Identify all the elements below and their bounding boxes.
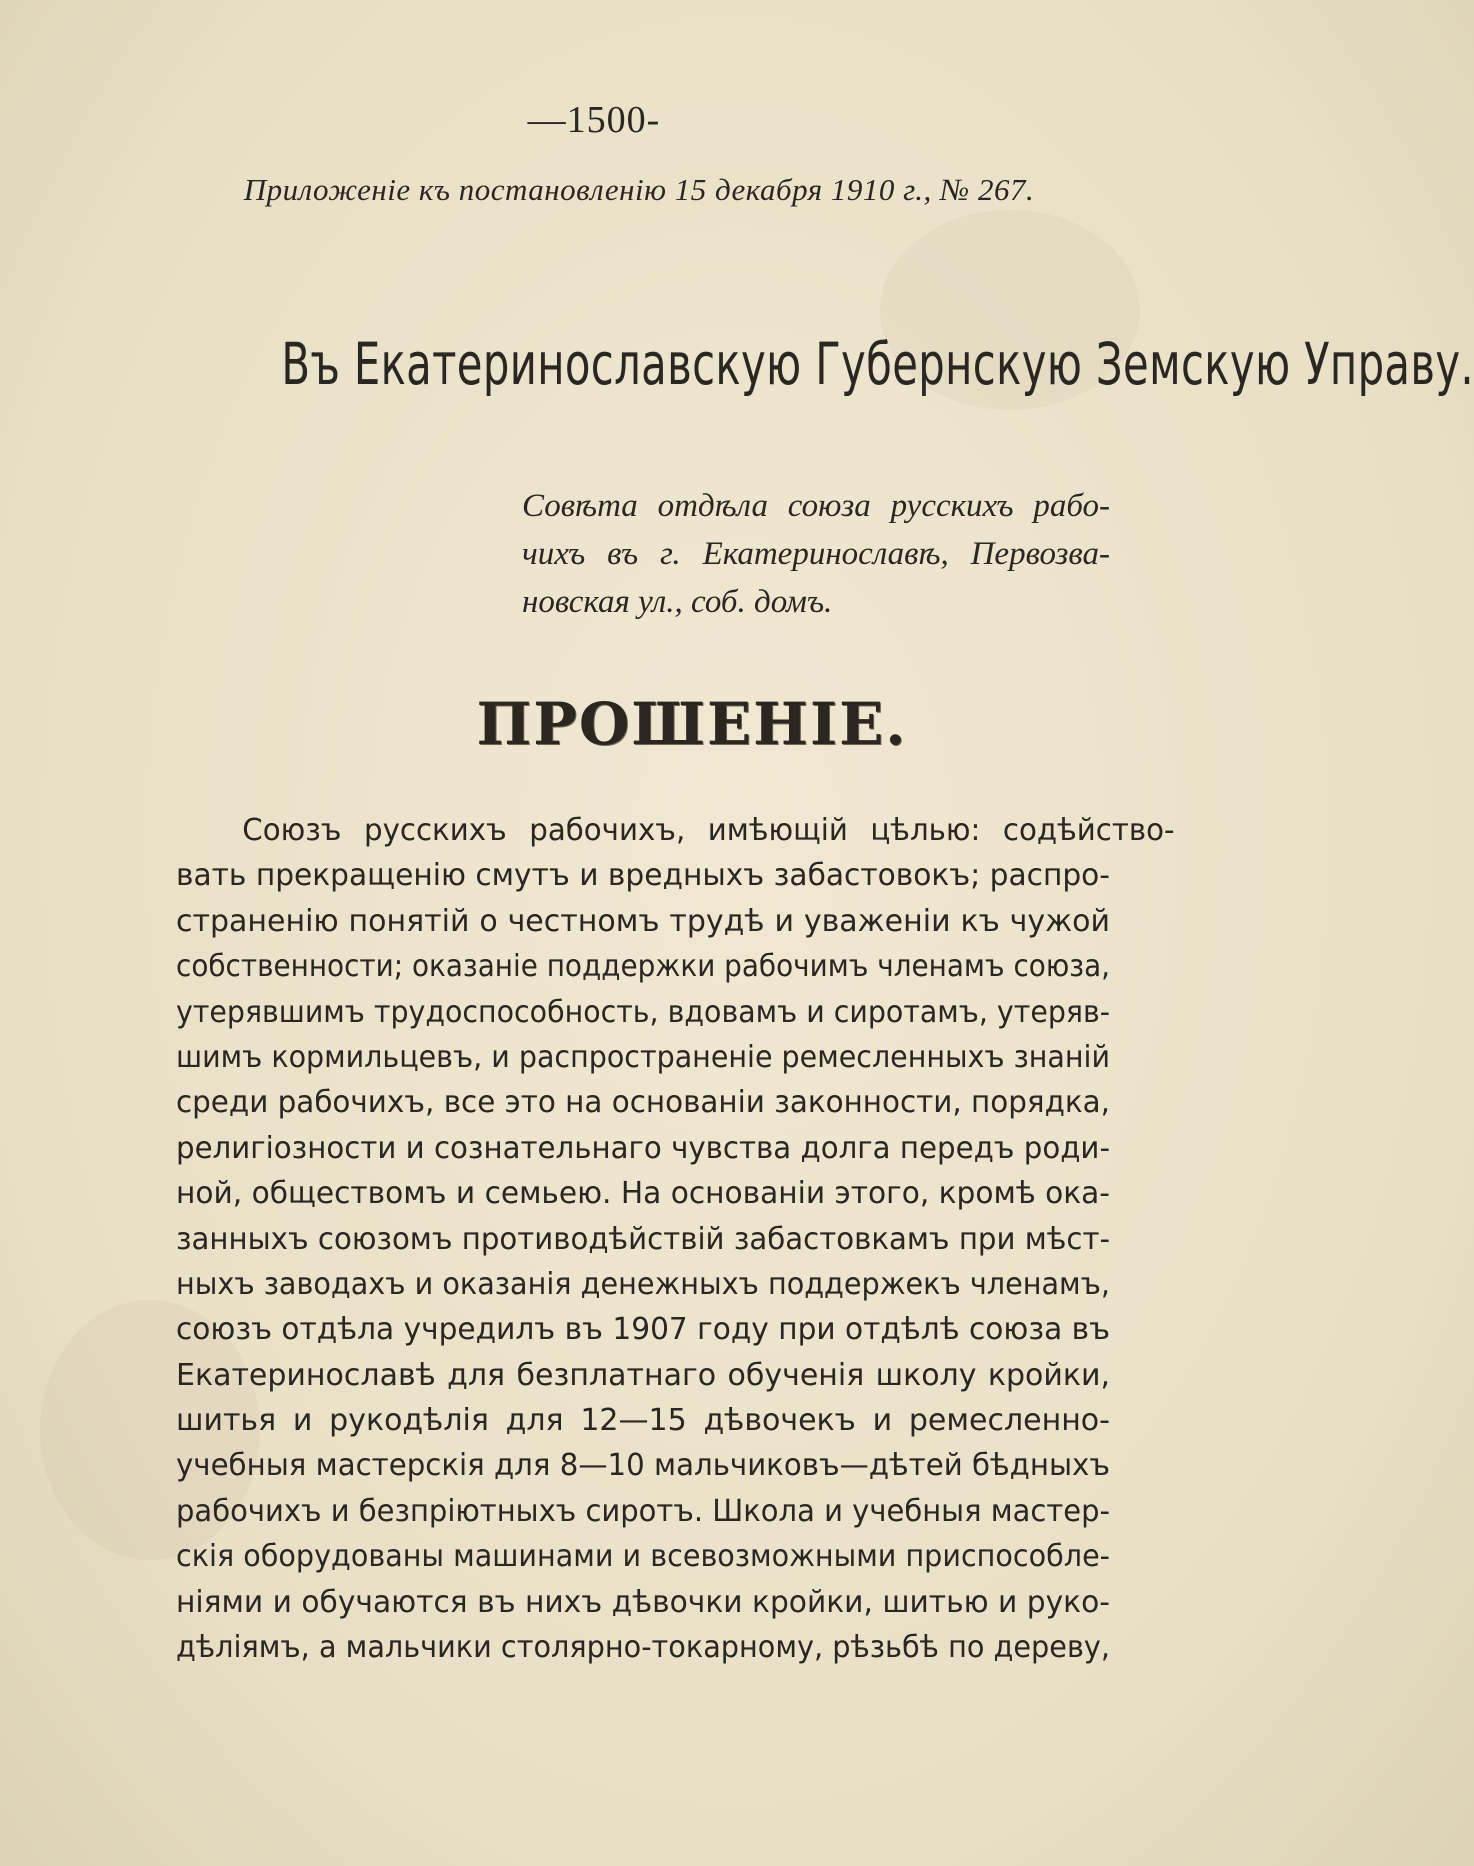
sender-line: чихъ въ г. Екатеринославѣ, Первозва- [522, 536, 1110, 572]
addressee-heading: Въ Екатеринославскую Губернскую Земскую Управу. [281, 330, 1474, 398]
body-line: собственности; оказаніе поддержки рабочимъ членамъ союза, [176, 949, 1110, 985]
body-line: скія оборудованы машинами и всевозможными приспособле- [176, 1539, 1110, 1575]
body-line: утерявшимъ трудоспособность, вдовамъ и сиротамъ, утеряв- [176, 994, 1110, 1030]
body-line: Екатеринославѣ для безплатнаго обученія школу кройки, [176, 1357, 1110, 1393]
body-line: религіозности и сознательнаго чувства долга передъ роди- [176, 1130, 1110, 1166]
body-line: Союзъ русскихъ рабочихъ, имѣющій цѣлью: содѣйство- [242, 813, 1175, 848]
sender-block [522, 482, 1110, 626]
body-line: страненію понятій о честномъ трудѣ и уваженіи къ чужой [176, 903, 1110, 939]
document-title: ПРОШЕНІЕ. [476, 690, 908, 758]
petition-body [176, 808, 1175, 1670]
body-line: занныхъ союзомъ противодѣйствій забастовкамъ при мѣст- [176, 1221, 1110, 1257]
body-line: ныхъ заводахъ и оказанія денежныхъ поддержекъ членамъ, [176, 1266, 1110, 1302]
body-line: учебныя мастерскія для 8—10 мальчиковъ—дѣтей бѣдныхъ [176, 1448, 1110, 1484]
page-number: —1500- [527, 99, 661, 141]
body-line: ной, обществомъ и семьею. На основаніи этого, кромѣ ока- [176, 1176, 1110, 1212]
body-line: союзъ отдѣла учредилъ въ 1907 году при отдѣлѣ союза въ [176, 1312, 1110, 1348]
sender-line: новская ул., соб. домъ. [522, 584, 833, 620]
body-line: шитья и рукодѣлія для 12—15 дѣвочекъ и ремесленно- [176, 1403, 1110, 1439]
body-line: ніями и обучаются въ нихъ дѣвочки кройки, шитью и руко- [176, 1584, 1110, 1620]
body-line: среди рабочихъ, все это на основаніи законности, порядка, [176, 1085, 1110, 1121]
body-line: рабочихъ и безпріютныхъ сиротъ. Школа и учебныя мастер- [176, 1493, 1110, 1529]
body-line: дѣліямъ, а мальчики столярно-токарному, рѣзьбѣ по дереву, [176, 1630, 1110, 1666]
sender-line: Совѣта отдѣла союза русскихъ рабо- [522, 488, 1110, 524]
body-line: шимъ кормильцевъ, и распространеніе ремесленныхъ знаній [176, 1039, 1110, 1075]
appendix-note: Приложеніе къ постановленію 15 декабря 1910 г., № 267. [243, 172, 1035, 207]
body-line: вать прекращенію смутъ и вредныхъ забастовокъ; распро- [176, 858, 1110, 894]
